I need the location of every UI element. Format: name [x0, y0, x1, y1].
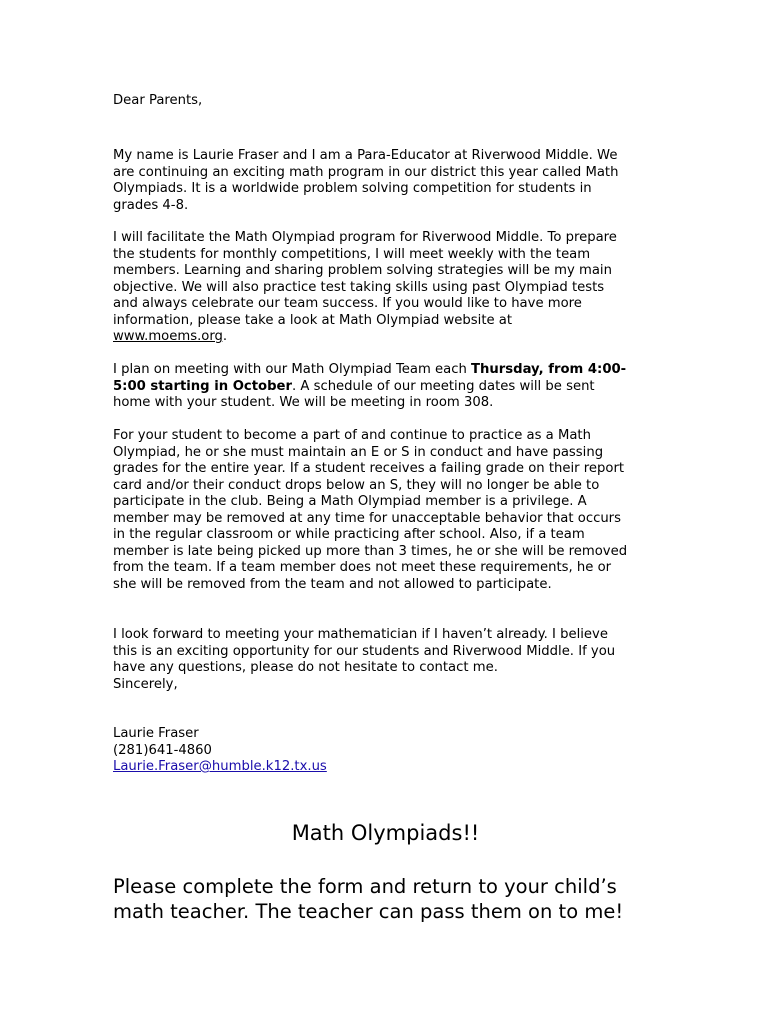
signature-block [113, 726, 673, 776]
moems-website-link[interactable]: www.moems.org [113, 329, 223, 344]
paragraph-intro: My name is Laurie Fraser and I am a Para-Educator at Riverwood Middle. We are continuing an exciting math program in our district this year called Math Olympiads. It is a worldwide problem solving competition for students in grades 4-8. [113, 148, 619, 213]
paragraph-requirements: For your student to become a part of and continue to practice as a Math Olympiad, he or she must maintain an E or S in conduct and have passing grades for the entire year. If a student receives a failing grade on their report card and/or their conduct drops below an S, they will no longer be able to participate in the club. Being a Math Olympiad member is a privilege. A member may be removed at any time for unacceptable behavior that occurs in the regular classroom or while practicing after school. Also, if a team member is late being picked up more than 3 times, he or she will be removed from the team. If a team member does not meet these requirements, he or she will be removed from the team and not allowed to participate. [113, 428, 628, 592]
signature-email-link[interactable]: Laurie.Fraser@humble.k12.tx.us [113, 759, 327, 774]
paragraph-closing: I look forward to meeting your mathematician if I haven’t already. I believe this is an exciting opportunity for our students and Riverwood Middle. If you have any questions, please do not hesitate to contact me. Sincerely, [113, 627, 616, 692]
paragraph-program: I will facilitate the Math Olympiad program for Riverwood Middle. To prepare the students for monthly competitions, I will meet weekly with the team members. Learning and sharing problem solving strategies will be my main objective. We will also practice test taking skills using past Olympiad tests and always celebrate our team success. If you would like to have more information, please take a look at Math Olympiad website at www.moems.org. [113, 230, 617, 344]
salutation: Dear Parents, [113, 93, 203, 108]
signature-name: Laurie Fraser [113, 726, 199, 741]
form-title: Math Olympiads!! [291, 821, 480, 845]
signature-phone: (281)641-4860 [113, 742, 212, 758]
meeting-day-time: Thursday, from 4:00- [471, 362, 627, 377]
paragraph-schedule: I plan on meeting with our Math Olympiad Team each Thursday, from 4:00- 5:00 starting in October. A schedule of our meeting dates will be sent home with your student. We will be meeting in room 308. [113, 362, 627, 410]
meeting-start: 5:00 starting in October [113, 378, 292, 394]
form-instructions: Please complete the form and return to your child’s math teacher. The teacher can pass them on to me! [113, 875, 624, 923]
